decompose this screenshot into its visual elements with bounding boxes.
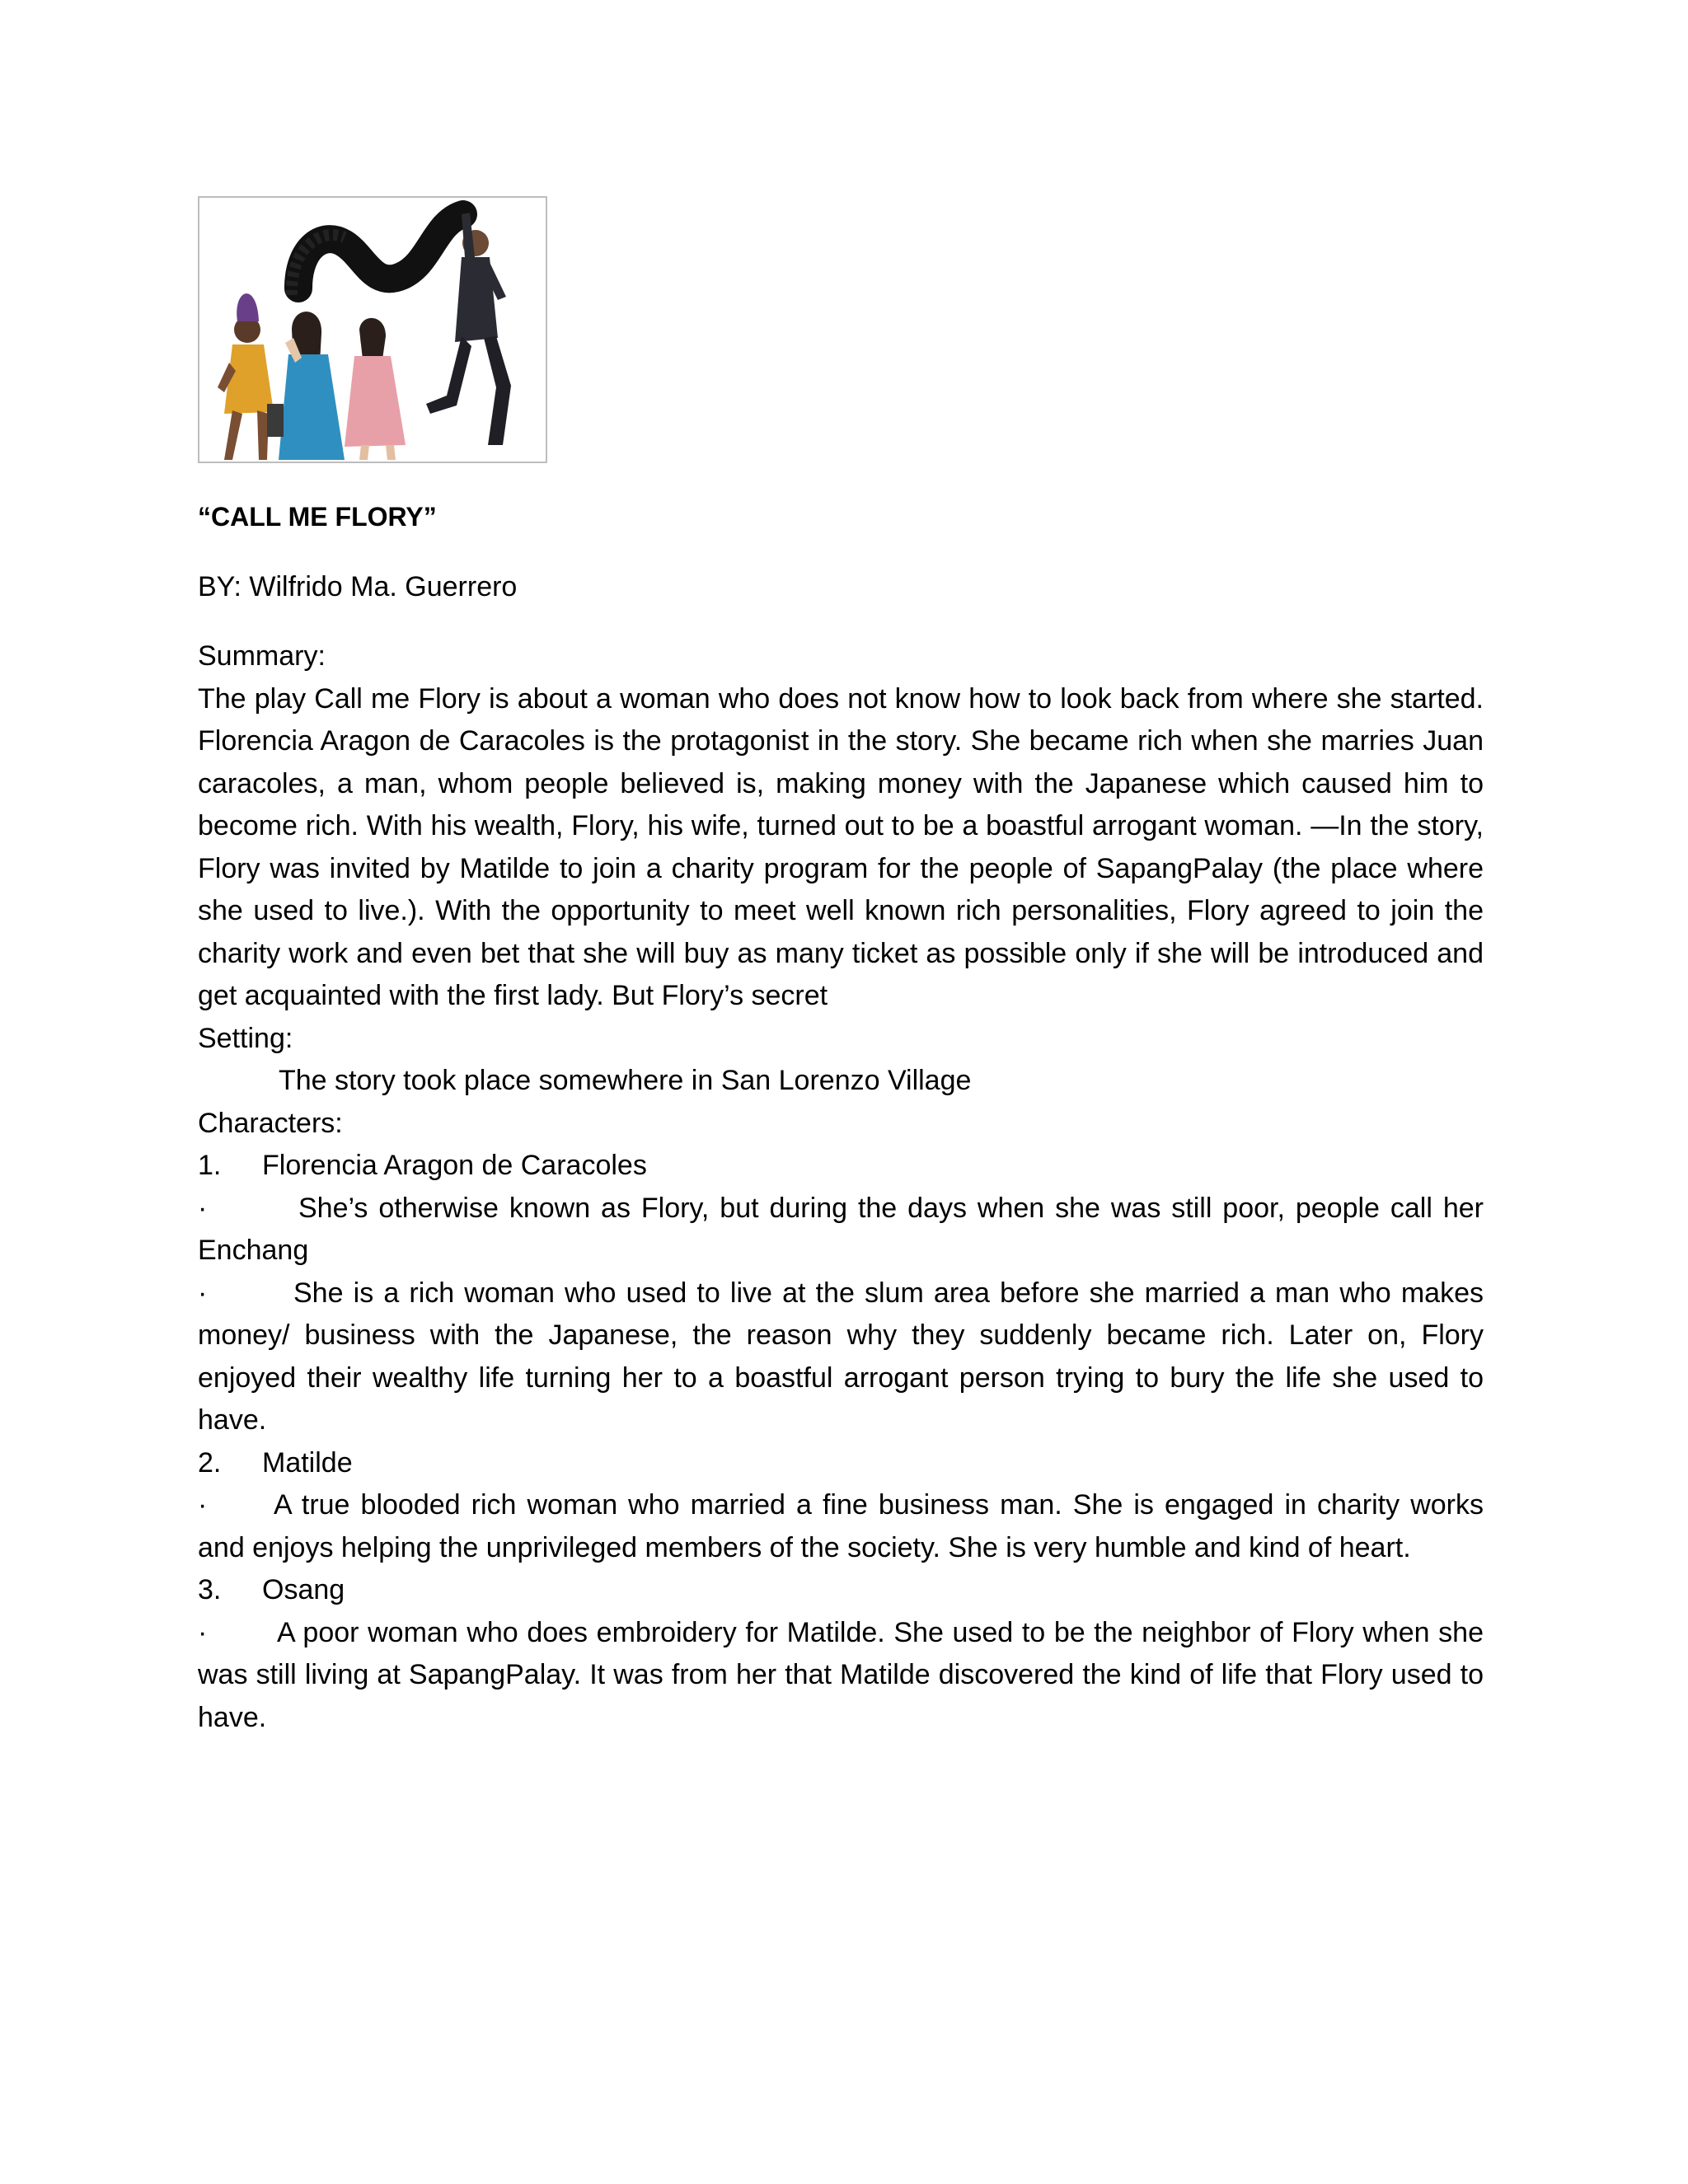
- character-point: [198, 1484, 1484, 1569]
- character-point: [198, 1272, 1484, 1442]
- character-point-text: She is a rich woman who used to live at the slum area before she married a man who makes money/ business with the Japanese, the reason why they suddenly became rich. Later on, Flory enjoyed their wealthy life turning her to a boastful arrogant person trying to bury the life she used to have.: [198, 1277, 1484, 1436]
- bullet-icon: ·: [198, 1277, 208, 1309]
- setting-text: The story took place somewhere in San Lorenzo Village: [279, 1065, 972, 1096]
- character-number: 2.: [198, 1446, 222, 1479]
- summary-paragraph: The play Call me Flory is about a woman who does not know how to look back from where she started. Florencia Aragon de Caracoles is the protagonist in the story. She became rich when she marries Juan caracoles, a man, whom people believed is, making money with the Japanese which caused him to become rich. With his wealth, Flory, his wife, turned out to be a boastful arrogant woman. —In the story, Flory was invited by Matilde to join a charity program for the people of SapangPalay (the place where she used to live.). With the opportunity to meet well known rich personalities, Flory agreed to join the charity work and even bet that she will buy as many ticket as possible only if she will be introduced and get acquainted with the first lady. But Flory’s secret: [198, 682, 1484, 1011]
- document-page: [198, 196, 1484, 1739]
- character-point: [198, 1612, 1484, 1740]
- character-item: [198, 1442, 1484, 1485]
- bullet-icon: ·: [198, 1489, 208, 1521]
- character-name: Florencia Aragon de Caracoles: [262, 1150, 647, 1181]
- play-photo: [198, 196, 547, 463]
- character-point-text: A true blooded rich woman who married a fine business man. She is engaged in charity works and enjoys helping the unprivileged members of the society. She is very humble and kind of heart.: [198, 1489, 1484, 1563]
- document-title: “CALL ME FLORY”: [198, 502, 437, 532]
- character-point-text: She’s otherwise known as Flory, but during the days when she was still poor, people call her Enchang: [198, 1192, 1484, 1266]
- bullet-icon: ·: [198, 1616, 208, 1648]
- play-photo-illustration: [199, 198, 546, 462]
- setting-heading: Setting:: [198, 1022, 293, 1054]
- author-byline: BY: Wilfrido Ma. Guerrero: [198, 570, 518, 602]
- character-item: [198, 1569, 1484, 1612]
- character-name: Osang: [262, 1574, 345, 1605]
- character-number: 3.: [198, 1574, 222, 1605]
- character-number: 1.: [198, 1150, 222, 1181]
- bullet-icon: ·: [198, 1192, 208, 1224]
- character-point: [198, 1188, 1484, 1272]
- character-item: [198, 1145, 1484, 1188]
- characters-heading: Characters:: [198, 1107, 343, 1139]
- summary-heading: Summary:: [198, 640, 326, 672]
- character-point-text: A poor woman who does embroidery for Matilde. She used to be the neighbor of Flory when she was still living at SapangPalay. It was from her that Matilde discovered the kind of life that Flory used to have.: [198, 1616, 1484, 1733]
- character-name: Matilde: [262, 1446, 353, 1479]
